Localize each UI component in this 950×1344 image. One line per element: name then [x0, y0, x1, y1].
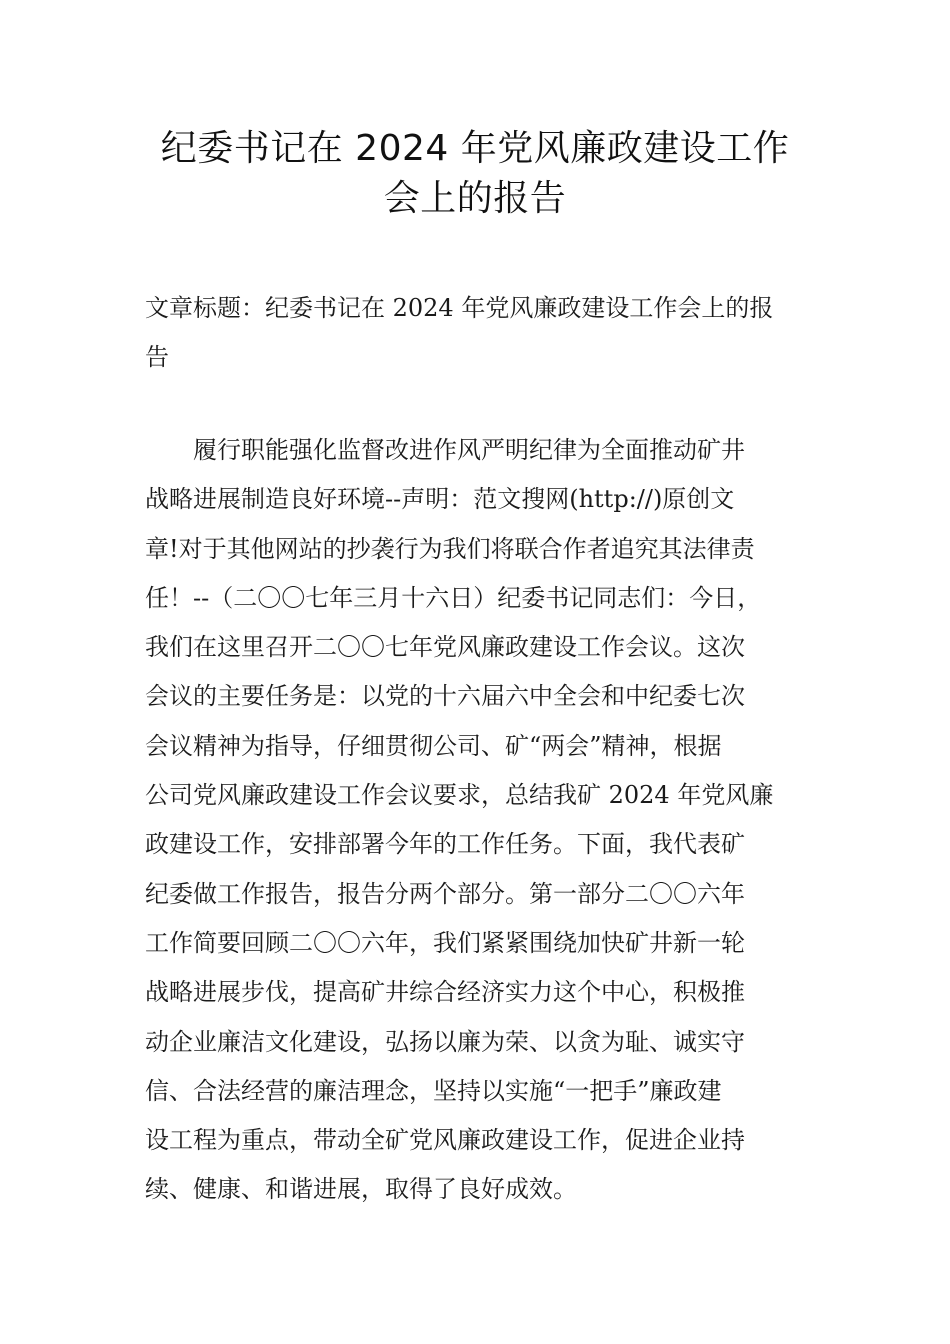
- body-line: 履行职能强化监督改进作风严明纪律为全面推动矿井: [145, 436, 745, 464]
- body-line: 工作简要回顾二〇〇六年，我们紧紧围绕加快矿井新一轮: [145, 928, 745, 957]
- title-line: 会上的报告: [383, 178, 567, 219]
- article-title-paragraph: [145, 284, 825, 382]
- body-paragraph: [145, 426, 835, 1215]
- body-line: 章!对于其他网站的抄袭行为我们将联合作者追究其法律责: [145, 534, 755, 563]
- body-line: 信、合法经营的廉洁理念，坚持以实施“一把手”廉政建: [145, 1076, 722, 1105]
- title-line: 纪委书记在 2024 年党风廉政建设工作: [160, 128, 790, 169]
- body-line: 任！--（二〇〇七年三月十六日）纪委书记同志们：今日，: [145, 583, 762, 612]
- body-line: 动企业廉洁文化建设，弘扬以廉为荣、以贪为耻、诚实守: [145, 1027, 745, 1056]
- body-line: 会议的主要任务是：以党的十六届六中全会和中纪委七次: [145, 682, 745, 711]
- body-line: 会议精神为指导，仔细贯彻公司、矿“两会”精神，根据: [145, 731, 722, 760]
- body-line: 我们在这里召开二〇〇七年党风廉政建设工作会议。这次: [145, 633, 745, 662]
- body-line: 纪委做工作报告，报告分两个部分。第一部分二〇〇六年: [145, 879, 745, 908]
- body-line: 战略进展制造良好环境--声明：范文搜网(http://)原创文: [145, 485, 735, 514]
- article-title-line: 告: [145, 343, 169, 371]
- body-line: 设工程为重点，带动全矿党风廉政建设工作，促进企业持: [145, 1126, 745, 1155]
- document-title: [100, 124, 850, 224]
- body-line: 公司党风廉政建设工作会议要求，总结我矿 2024 年党风廉: [145, 781, 774, 810]
- article-title-line: 文章标题：纪委书记在 2024 年党风廉政建设工作会上的报: [145, 294, 774, 322]
- body-line: 续、健康、和谐进展，取得了良好成效。: [145, 1175, 577, 1204]
- body-line: 战略进展步伐，提高矿井综合经济实力这个中心，积极推: [145, 978, 745, 1007]
- body-line: 政建设工作，安排部署今年的工作任务。下面，我代表矿: [145, 830, 745, 859]
